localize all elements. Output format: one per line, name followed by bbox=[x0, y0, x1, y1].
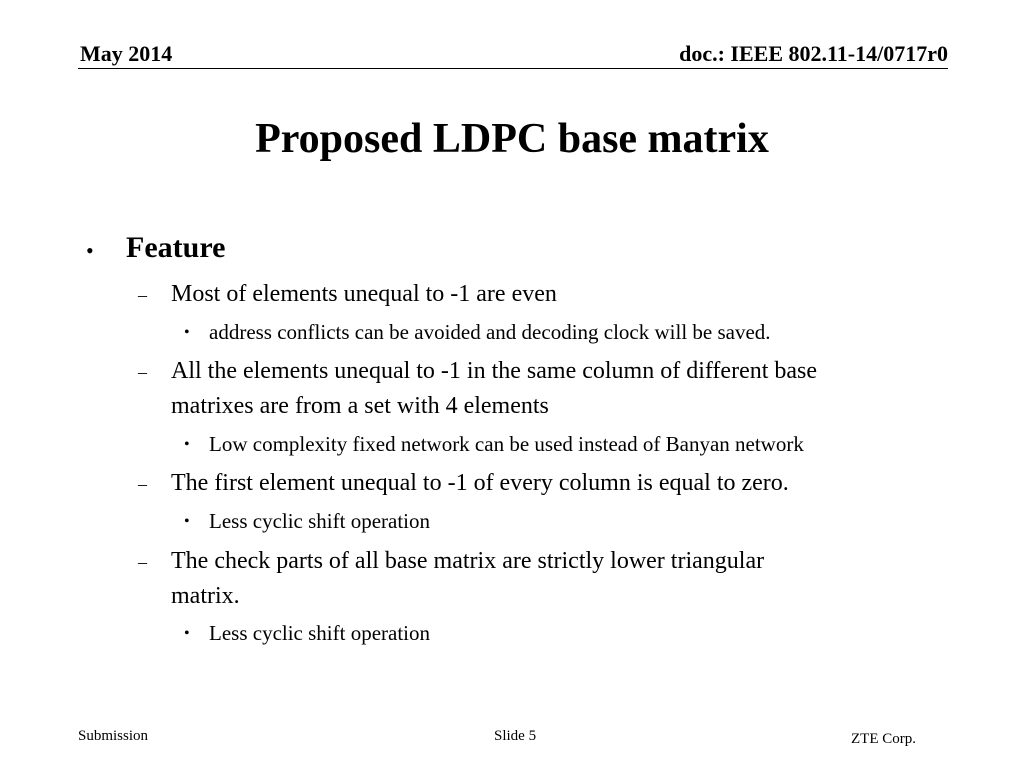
level2-text: The first element unequal to -1 of every column is equal to zero. bbox=[171, 470, 789, 496]
level2-text: All the elements unequal to -1 in the same column of different base bbox=[171, 358, 818, 384]
footer-slide-number: Slide 5 bbox=[494, 728, 537, 744]
level3-text: Less cyclic shift operation bbox=[209, 621, 431, 645]
level1-bullet: • bbox=[86, 238, 94, 263]
level2-dash: – bbox=[138, 474, 147, 494]
level3-bullet: • bbox=[184, 625, 190, 642]
level2-dash: – bbox=[138, 285, 147, 305]
level2-text: The check parts of all base matrix are strictly lower triangular bbox=[171, 548, 765, 574]
level2-text-continued: matrix. bbox=[171, 583, 240, 609]
level3-bullet: • bbox=[184, 513, 190, 530]
level3-text: Low complexity fixed network can be used instead of Banyan network bbox=[209, 432, 804, 456]
footer-submission: Submission bbox=[78, 728, 149, 744]
footer-company: ZTE Corp. bbox=[851, 731, 916, 747]
level3-text: address conflicts can be avoided and decoding clock will be saved. bbox=[209, 320, 771, 344]
slide-title: Proposed LDPC base matrix bbox=[255, 116, 769, 162]
level3-text: Less cyclic shift operation bbox=[209, 509, 431, 533]
header-date: May 2014 bbox=[80, 41, 173, 66]
level1-heading: Feature bbox=[126, 231, 226, 264]
level3-bullet: • bbox=[184, 436, 190, 453]
level2-dash: – bbox=[138, 552, 147, 572]
level2-dash: – bbox=[138, 362, 147, 382]
level3-bullet: • bbox=[184, 324, 190, 341]
level2-text-continued: matrixes are from a set with 4 elements bbox=[171, 393, 549, 419]
level2-text: Most of elements unequal to -1 are even bbox=[171, 281, 557, 307]
header-doc-id: doc.: IEEE 802.11-14/0717r0 bbox=[679, 41, 948, 66]
